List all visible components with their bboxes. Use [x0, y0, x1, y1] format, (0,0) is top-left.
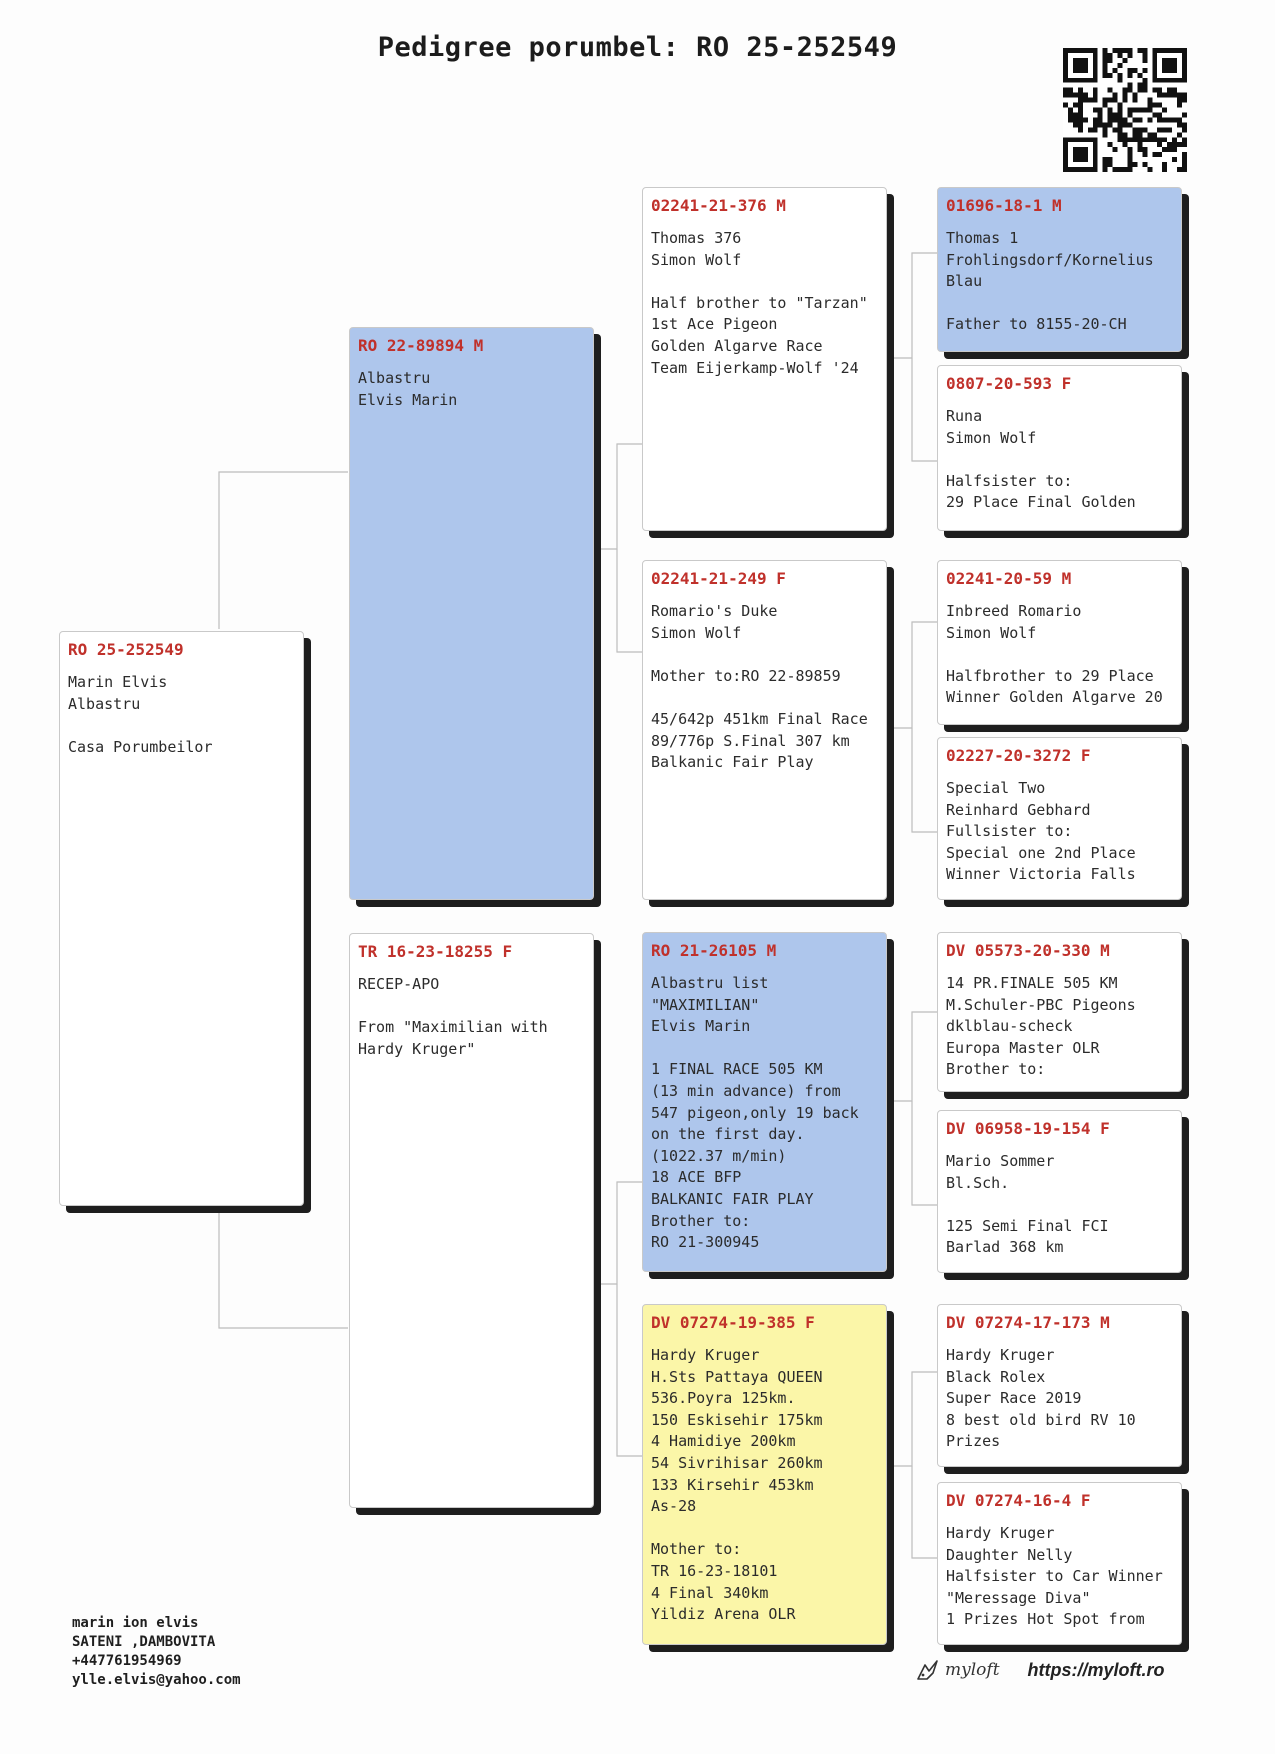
dam-dam-card: [642, 1304, 887, 1645]
pigeon-details: Hardy Kruger Daughter Nelly Halfsister to Car Winner "Meressage Diva" 1 Prizes Hot Spot from: [946, 1524, 1163, 1629]
pigeon-details: Special Two Reinhard Gebhard Fullsister to: Special one 2nd Place Winner Victoria Falls: [946, 779, 1136, 884]
pigeon-details: 14 PR.FINALE 505 KM M.Schuler-PBC Pigeons dklblau-scheck Europa Master OLR Brother to:: [946, 974, 1136, 1079]
pigeon-details: RECEP-APO From "Maximilian with Hardy Kruger": [358, 975, 548, 1058]
sire-card: [349, 327, 594, 900]
sire-sire-sire-card: [937, 187, 1182, 352]
dam-dam-dam-card: [937, 1482, 1182, 1645]
ring-number: RO 21-26105 M: [651, 941, 777, 960]
website-link[interactable]: https://myloft.ro: [1027, 1659, 1165, 1680]
qr-code: [1063, 48, 1187, 172]
ring-number: RO 25-252549: [68, 640, 184, 659]
sire-dam-card: [642, 560, 887, 900]
pigeon-details: Runa Simon Wolf Halfsister to: 29 Place Final Golden: [946, 407, 1136, 512]
ring-number: 02241-21-249 F: [651, 569, 786, 588]
subject-pigeon-card: [59, 631, 304, 1206]
logo-text: myloft: [945, 1660, 1000, 1680]
pigeon-details: Albastru list "MAXIMILIAN" Elvis Marin 1 FINAL RACE 505 KM (13 min advance) from 547 pigeon,only 19 back on the first day. (1022.37 m/min) 18 ACE BFP BALKANIC FAIR PLAY Brother to: RO 21-300945: [651, 974, 859, 1252]
sire-sire-card: [642, 187, 887, 531]
ring-number: TR 16-23-18255 F: [358, 942, 513, 961]
pigeon-details: Mario Sommer Bl.Sch. 125 Semi Final FCI Barlad 368 km: [946, 1152, 1109, 1257]
ring-number: DV 07274-16-4 F: [946, 1491, 1091, 1510]
pigeon-icon: [915, 1657, 941, 1683]
pigeon-details: Hardy Kruger H.Sts Pattaya QUEEN 536.Poyra 125km. 150 Eskisehir 175km 4 Hamidiye 200km 54 Sivrihisar 260km 133 Kirsehir 453km As-28 Mother to: TR 16-23-18101 4 Final 340km Yildiz Arena OLR: [651, 1346, 823, 1624]
ring-number: DV 07274-19-385 F: [651, 1313, 815, 1332]
pigeon-details: Marin Elvis Albastru Casa Porumbeilor: [68, 673, 213, 756]
owner-info: [72, 1614, 241, 1690]
ring-number: RO 22-89894 M: [358, 336, 484, 355]
brand-footer: [915, 1653, 1165, 1687]
page-title: Pedigree porumbel: RO 25-252549: [377, 32, 898, 63]
pigeon-details: Thomas 376 Simon Wolf Half brother to "Tarzan" 1st Ace Pigeon Golden Algarve Race Team Eijerkamp-Wolf '24: [651, 229, 868, 377]
sire-sire-dam-card: [937, 365, 1182, 531]
owner-phone: +447761954969: [72, 1653, 182, 1669]
ring-number: 02227-20-3272 F: [946, 746, 1091, 765]
ring-number: 01696-18-1 M: [946, 196, 1062, 215]
owner-location: SATENI ,DAMBOVITA: [72, 1634, 216, 1650]
ring-number: DV 06958-19-154 F: [946, 1119, 1110, 1138]
ring-number: 02241-20-59 M: [946, 569, 1072, 588]
dam-dam-sire-card: [937, 1304, 1182, 1467]
sire-dam-sire-card: [937, 560, 1182, 725]
pigeon-details: Inbreed Romario Simon Wolf Halfbrother to 29 Place Winner Golden Algarve 20: [946, 602, 1163, 707]
owner-email: ylle.elvis@yahoo.com: [72, 1672, 241, 1688]
sire-dam-dam-card: [937, 737, 1182, 900]
pigeon-details: Hardy Kruger Black Rolex Super Race 2019 8 best old bird RV 10 Prizes: [946, 1346, 1136, 1451]
pigeon-details: Thomas 1 Frohlingsdorf/Kornelius Blau Father to 8155-20-CH: [946, 229, 1154, 334]
ring-number: DV 05573-20-330 M: [946, 941, 1110, 960]
pigeon-details: Albastru Elvis Marin: [358, 369, 458, 409]
pigeon-details: Romario's Duke Simon Wolf Mother to:RO 22-89859 45/642p 451km Final Race 89/776p S.Final 307 km Balkanic Fair Play: [651, 602, 868, 772]
dam-sire-sire-card: [937, 932, 1182, 1092]
ring-number: 0807-20-593 F: [946, 374, 1072, 393]
myloft-logo: [915, 1657, 1000, 1683]
owner-name: marin ion elvis: [72, 1615, 199, 1631]
ring-number: 02241-21-376 M: [651, 196, 786, 215]
dam-card: [349, 933, 594, 1508]
dam-sire-card: [642, 932, 887, 1272]
dam-sire-dam-card: [937, 1110, 1182, 1273]
ring-number: DV 07274-17-173 M: [946, 1313, 1110, 1332]
